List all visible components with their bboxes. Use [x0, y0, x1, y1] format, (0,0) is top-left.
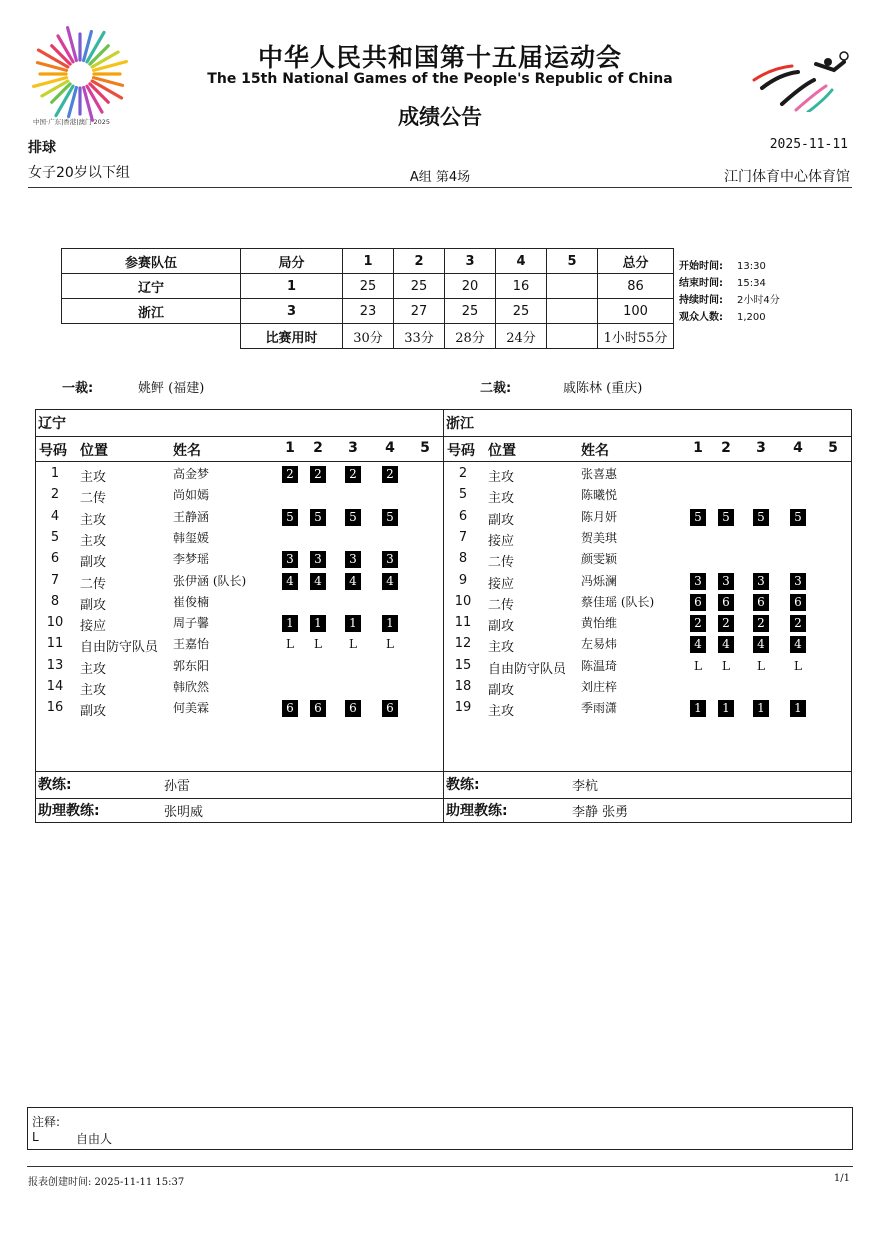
- player-number: 2: [458, 466, 468, 481]
- starting-position-cell: 1: [282, 615, 298, 632]
- starting-position-cell: 6: [310, 700, 326, 717]
- set-score: 20: [445, 274, 496, 299]
- report-created-time: 报表创建时间: 2025-11-11 15:37: [28, 1177, 185, 1188]
- player-name: 尚如嫣: [173, 488, 210, 503]
- player-position: 二传: [488, 597, 515, 613]
- player-number: 8: [50, 593, 60, 609]
- score-header: 4: [496, 249, 547, 274]
- team-name: 辽宁: [38, 416, 66, 432]
- divider: [36, 798, 443, 799]
- column-header-set: 4: [793, 440, 803, 456]
- starting-position-cell: 1: [345, 615, 361, 632]
- starting-position-cell: 4: [282, 573, 298, 590]
- player-position: 主攻: [80, 470, 107, 485]
- starting-position-cell: 2: [690, 615, 706, 632]
- page-number: 1/1: [833, 1173, 850, 1184]
- player-number: 6: [50, 551, 60, 567]
- match-group: A组 第4场: [409, 170, 471, 185]
- player-name: 颜雯颖: [581, 552, 618, 567]
- divider: [444, 798, 851, 799]
- sport-name: 排球: [28, 140, 56, 156]
- first-referee-label: 一裁:: [62, 381, 94, 396]
- player-number: 11: [454, 615, 472, 631]
- player-position: 主攻: [488, 491, 515, 507]
- player-number: 18: [454, 679, 472, 694]
- set-duration: [547, 324, 598, 349]
- page-title: 中华人民共和国第十五届运动会: [257, 43, 622, 72]
- coach-name: 李杭: [572, 779, 599, 794]
- audience: 1,200: [737, 312, 766, 323]
- player-number: 15: [454, 657, 472, 673]
- player-name: 黄怡维: [581, 616, 618, 631]
- column-header-set: 1: [285, 440, 295, 456]
- footer-divider: [27, 1166, 853, 1167]
- starting-position-cell: 5: [345, 509, 361, 526]
- player-name: 周子馨: [173, 616, 210, 631]
- set-score: 25: [343, 274, 394, 299]
- notes-key: L: [32, 1130, 39, 1144]
- player-name: 刘庄梓: [581, 680, 618, 694]
- starting-position-cell: L: [757, 658, 765, 673]
- divider: [36, 436, 443, 437]
- player-name: 张喜惠: [581, 467, 618, 481]
- divider: [444, 461, 851, 462]
- player-position: 接应: [80, 619, 107, 635]
- notes-value: 自由人: [76, 1132, 113, 1146]
- player-row: [444, 612, 851, 633]
- column-header-name: 姓名: [581, 443, 609, 459]
- set-score: 16: [496, 274, 547, 299]
- score-header: 5: [547, 249, 598, 274]
- assistant-coach-name: 李静 张勇: [572, 805, 629, 820]
- set-score: 25: [496, 299, 547, 324]
- starting-position-cell: 1: [690, 700, 706, 717]
- player-name: 王静涵: [173, 509, 210, 524]
- total-points: 86: [598, 274, 674, 299]
- score-header: 3: [445, 249, 496, 274]
- page-subtitle: The 15th National Games of the People's Republic of China: [207, 71, 673, 87]
- player-position: 副攻: [488, 619, 515, 635]
- assistant-coach-label: 助理教练:: [38, 803, 100, 819]
- player-row: [444, 463, 851, 484]
- team-roster-away: [443, 409, 852, 823]
- column-header-set: 5: [828, 440, 838, 456]
- set-score: 25: [445, 299, 496, 324]
- start-time: 13:30: [737, 261, 766, 272]
- starting-position-cell: 2: [718, 615, 734, 632]
- duration-label: 比赛用时: [241, 324, 343, 349]
- player-position: 接应: [488, 576, 515, 592]
- starting-position-cell: L: [694, 658, 702, 673]
- starting-position-cell: 4: [690, 636, 706, 653]
- player-row: [36, 697, 443, 718]
- starting-position-cell: 3: [282, 551, 298, 568]
- starting-position-cell: 3: [753, 573, 769, 590]
- player-position: 主攻: [80, 683, 107, 698]
- player-row: [444, 570, 851, 591]
- player-row: [444, 484, 851, 505]
- set-score: 25: [394, 274, 445, 299]
- column-header-position: 位置: [488, 443, 516, 459]
- player-number: 1: [50, 466, 60, 481]
- document-title: 成绩公告: [398, 105, 482, 129]
- player-position: 主攻: [488, 470, 515, 485]
- duration-label: 持续时间:: [679, 295, 723, 306]
- starting-position-cell: 3: [718, 573, 734, 590]
- player-number: 5: [458, 487, 468, 503]
- player-row: [444, 506, 851, 527]
- player-position: 副攻: [80, 597, 107, 613]
- player-name: 陈月妍: [581, 509, 618, 524]
- player-row: [36, 484, 443, 505]
- column-header-set: 4: [385, 440, 395, 456]
- venue: 江门体育中心体育馆: [724, 169, 850, 185]
- starting-position-cell: 6: [282, 700, 298, 717]
- starting-position-cell: 5: [382, 509, 398, 526]
- starting-position-cell: 5: [790, 509, 806, 526]
- score-header: 总分: [598, 249, 674, 274]
- assistant-coach-label: 助理教练:: [446, 803, 508, 819]
- starting-position-cell: 3: [382, 551, 398, 568]
- player-position: 主攻: [488, 640, 515, 656]
- score-header: 局分: [241, 249, 343, 274]
- player-row: [36, 506, 443, 527]
- starting-position-cell: 2: [790, 615, 806, 632]
- player-number: 4: [50, 508, 60, 524]
- divider: [36, 771, 443, 772]
- score-header: 参赛队伍: [62, 249, 241, 274]
- starting-position-cell: 5: [753, 509, 769, 526]
- player-name: 郭东阳: [173, 658, 210, 673]
- player-position: 副攻: [80, 704, 107, 720]
- player-name: 陈曦悦: [581, 488, 618, 503]
- starting-position-cell: 4: [790, 636, 806, 653]
- starting-position-cell: 2: [382, 466, 398, 483]
- set-duration: 30分: [343, 324, 394, 349]
- player-row: [36, 612, 443, 633]
- report-date: 2025-11-11: [769, 137, 848, 152]
- starting-position-cell: L: [794, 658, 802, 673]
- player-row: [444, 676, 851, 697]
- player-row: [36, 463, 443, 484]
- volleyball-pictogram-icon: [752, 50, 850, 112]
- player-row: [444, 548, 851, 569]
- player-position: 二传: [80, 576, 107, 592]
- score-header: 2: [394, 249, 445, 274]
- score-table: [61, 248, 674, 349]
- starting-position-cell: 6: [753, 594, 769, 611]
- starting-position-cell: 5: [282, 509, 298, 526]
- coach-name: 孙雷: [164, 779, 191, 794]
- starting-position-cell: 3: [310, 551, 326, 568]
- starting-position-cell: 2: [345, 466, 361, 483]
- player-number: 2: [50, 487, 60, 503]
- player-number: 14: [46, 679, 64, 694]
- starting-position-cell: 1: [718, 700, 734, 717]
- starting-position-cell: 3: [790, 573, 806, 590]
- player-row: [444, 697, 851, 718]
- player-position: 副攻: [80, 555, 107, 571]
- player-row: [36, 527, 443, 548]
- set-duration: 28分: [445, 324, 496, 349]
- player-name: 冯烁澜: [581, 573, 618, 588]
- player-row: [444, 633, 851, 654]
- notes-box: [27, 1107, 853, 1150]
- player-position: 主攻: [80, 512, 107, 528]
- player-row: [36, 676, 443, 697]
- starting-position-cell: L: [314, 637, 322, 652]
- audience-label: 观众人数:: [679, 312, 723, 323]
- player-number: 8: [458, 551, 468, 567]
- player-number: 5: [50, 529, 60, 545]
- player-position: 接应: [488, 533, 515, 549]
- player-row: [36, 548, 443, 569]
- starting-position-cell: 5: [310, 509, 326, 526]
- score-row: [62, 274, 674, 299]
- starting-position-cell: L: [386, 637, 394, 652]
- sets-won: 3: [241, 299, 343, 324]
- end-time: 15:34: [737, 278, 766, 289]
- first-referee: 姚鲆 (福建): [138, 381, 205, 396]
- player-name: 韩欣然: [173, 680, 210, 694]
- player-position: 二传: [80, 491, 107, 507]
- column-header-set: 3: [348, 440, 358, 456]
- starting-position-cell: 6: [690, 594, 706, 611]
- player-number: 11: [46, 636, 64, 652]
- player-number: 7: [458, 529, 468, 545]
- player-position: 自由防守队员: [488, 661, 567, 677]
- header-divider: [28, 187, 852, 188]
- set-score: [547, 299, 598, 324]
- player-position: 主攻: [80, 533, 107, 549]
- player-number: 16: [46, 700, 64, 716]
- starting-position-cell: 1: [753, 700, 769, 717]
- starting-position-cell: 2: [282, 466, 298, 483]
- starting-position-cell: 3: [690, 573, 706, 590]
- team-name: 辽宁: [62, 274, 241, 299]
- player-name: 左易炜: [581, 637, 618, 652]
- player-number: 6: [458, 508, 468, 524]
- column-header-set: 5: [420, 440, 430, 456]
- player-row: [444, 655, 851, 676]
- team-name: 浙江: [446, 416, 474, 432]
- duration-row: [62, 324, 674, 349]
- start-time-label: 开始时间:: [679, 261, 723, 272]
- starting-position-cell: 1: [382, 615, 398, 632]
- event-category: 女子20岁以下组: [28, 165, 130, 181]
- player-row: [444, 591, 851, 612]
- coach-label: 教练:: [38, 777, 72, 793]
- player-name: 贺美琪: [581, 530, 618, 545]
- score-row: [62, 299, 674, 324]
- score-header-row: [62, 249, 674, 274]
- starting-position-cell: L: [286, 637, 294, 652]
- player-position: 副攻: [488, 512, 515, 528]
- starting-position-cell: 4: [718, 636, 734, 653]
- player-name: 陈温琦: [581, 658, 618, 673]
- starting-position-cell: 2: [310, 466, 326, 483]
- player-number: 12: [454, 636, 472, 652]
- player-name: 高金梦: [173, 467, 210, 481]
- player-name: 王嘉怡: [173, 637, 210, 652]
- second-referee-label: 二裁:: [480, 381, 512, 396]
- notes-title: 注释:: [32, 1115, 61, 1129]
- set-duration: 33分: [394, 324, 445, 349]
- starting-position-cell: 5: [690, 509, 706, 526]
- player-position: 主攻: [488, 704, 515, 720]
- column-header-number: 号码: [447, 443, 475, 459]
- player-row: [36, 655, 443, 676]
- starting-position-cell: 4: [345, 573, 361, 590]
- player-name: 崔俊楠: [173, 594, 210, 609]
- player-row: [444, 527, 851, 548]
- player-name: 何美霖: [173, 701, 210, 716]
- score-header: 1: [343, 249, 394, 274]
- column-header-name: 姓名: [173, 443, 201, 459]
- total-points: 100: [598, 299, 674, 324]
- player-name: 李梦瑶: [173, 552, 210, 567]
- player-position: 副攻: [488, 683, 515, 698]
- player-name: 蔡佳瑶 (队长): [581, 594, 655, 609]
- starting-position-cell: 3: [345, 551, 361, 568]
- column-header-set: 3: [756, 440, 766, 456]
- logo-text: 中国·广东|香港|澳门 2025: [33, 118, 111, 126]
- starting-position-cell: 4: [310, 573, 326, 590]
- player-name: 张伊涵 (队长): [173, 573, 247, 588]
- divider: [444, 771, 851, 772]
- starting-position-cell: 4: [382, 573, 398, 590]
- starting-position-cell: 2: [753, 615, 769, 632]
- divider: [444, 436, 851, 437]
- set-score: 27: [394, 299, 445, 324]
- duration: 2小时4分: [737, 295, 780, 306]
- column-header-set: 2: [313, 440, 323, 456]
- column-header-number: 号码: [39, 443, 67, 459]
- column-header-set: 2: [721, 440, 731, 456]
- player-row: [36, 570, 443, 591]
- coach-label: 教练:: [446, 777, 480, 793]
- end-time-label: 结束时间:: [679, 278, 723, 289]
- match-info: [679, 258, 780, 326]
- starting-position-cell: 6: [790, 594, 806, 611]
- second-referee: 戚陈林 (重庆): [563, 381, 643, 396]
- starting-position-cell: 6: [345, 700, 361, 717]
- column-header-set: 1: [693, 440, 703, 456]
- player-number: 13: [46, 657, 64, 673]
- player-row: [36, 633, 443, 654]
- starting-position-cell: L: [349, 637, 357, 652]
- player-position: 二传: [488, 555, 515, 571]
- starting-position-cell: 6: [718, 594, 734, 611]
- set-duration: 24分: [496, 324, 547, 349]
- assistant-coach-name: 张明威: [164, 805, 204, 820]
- starting-position-cell: 4: [753, 636, 769, 653]
- player-number: 10: [454, 593, 472, 609]
- player-position: 自由防守队员: [80, 640, 159, 656]
- set-score: [547, 274, 598, 299]
- starting-position-cell: L: [722, 658, 730, 673]
- starting-position-cell: 1: [310, 615, 326, 632]
- player-name: 季雨潇: [581, 701, 618, 716]
- player-number: 9: [458, 572, 468, 588]
- player-number: 10: [46, 615, 64, 631]
- player-number: 19: [454, 700, 472, 716]
- total-duration: 1小时55分: [598, 324, 674, 349]
- starting-position-cell: 5: [718, 509, 734, 526]
- player-name: 韩玺媛: [173, 530, 210, 545]
- player-number: 7: [50, 572, 60, 588]
- team-roster-home: [35, 409, 444, 823]
- player-row: [36, 591, 443, 612]
- sets-won: 1: [241, 274, 343, 299]
- team-name: 浙江: [62, 299, 241, 324]
- column-header-position: 位置: [80, 443, 108, 459]
- starting-position-cell: 6: [382, 700, 398, 717]
- starting-position-cell: 1: [790, 700, 806, 717]
- divider: [36, 461, 443, 462]
- player-position: 主攻: [80, 661, 107, 677]
- set-score: 23: [343, 299, 394, 324]
